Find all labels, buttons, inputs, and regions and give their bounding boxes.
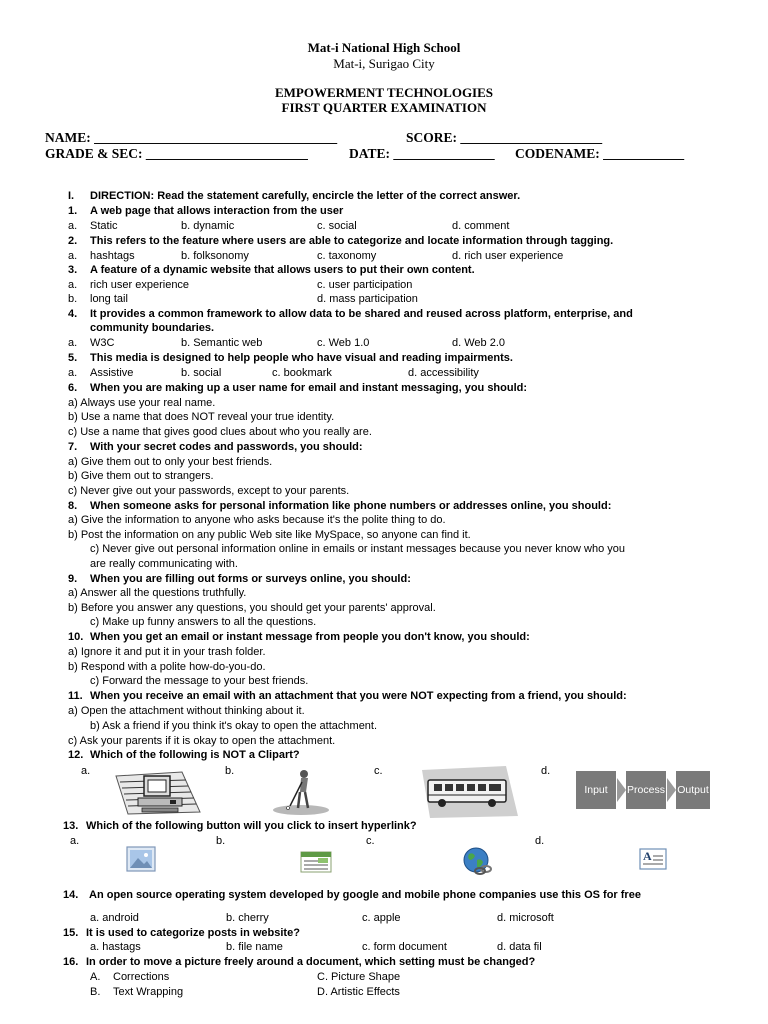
q5-option-c[interactable]: c. bookmark xyxy=(272,367,332,379)
q10-option-a[interactable]: a) Ignore it and put it in your trash folder. xyxy=(68,646,266,658)
text-box-icon[interactable] xyxy=(639,848,667,870)
q4-text: It provides a common framework to allow data to be shared and reused across platform, enterprise, and xyxy=(90,308,633,320)
q15-text: It is used to categorize posts in website? xyxy=(86,927,300,939)
q16-option-b-letter[interactable]: B. xyxy=(90,986,101,998)
q3-option-d[interactable]: d. mass participation xyxy=(317,293,418,305)
date-field[interactable]: DATE: _______________ xyxy=(349,146,495,161)
hyperlink-globe-icon[interactable] xyxy=(461,846,495,876)
q10-option-c[interactable]: c) Forward the message to your best friends. xyxy=(90,675,309,687)
q15-number: 15. xyxy=(63,927,79,939)
q15-option-a[interactable]: a. hastags xyxy=(90,941,141,953)
q2-option-d[interactable]: d. rich user experience xyxy=(452,250,564,262)
q6-number: 6. xyxy=(68,382,78,394)
q12-option-d[interactable]: d. xyxy=(541,765,551,777)
q3-text: A feature of a dynamic website that allows users to put their own content. xyxy=(90,264,475,276)
q13-number: 13. xyxy=(63,820,79,832)
q2-option-b[interactable]: b. folksonomy xyxy=(181,250,249,262)
flow-box-process[interactable]: Process xyxy=(626,771,666,809)
q5-option-a-letter[interactable]: a. xyxy=(68,367,78,379)
q5-option-a[interactable]: Assistive xyxy=(90,367,134,379)
q15-option-b[interactable]: b. file name xyxy=(226,941,283,953)
q16-option-a[interactable]: Corrections xyxy=(113,971,170,983)
q7-number: 7. xyxy=(68,441,78,453)
q1-option-c[interactable]: c. social xyxy=(317,220,357,232)
q6-option-b[interactable]: b) Use a name that does NOT reveal your true identity. xyxy=(68,411,335,423)
grade-section-field[interactable]: GRADE & SEC: ________________________ xyxy=(45,146,308,161)
q13-option-c[interactable]: c. xyxy=(366,835,375,847)
q13-text: Which of the following button will you click to insert hyperlink? xyxy=(86,820,417,832)
direction-number: I. xyxy=(68,190,75,202)
score-field[interactable]: SCORE: _____________________ xyxy=(406,130,603,145)
name-field[interactable]: NAME: ____________________________________ xyxy=(45,130,338,145)
q9-option-a[interactable]: a) Answer all the questions truthfully. xyxy=(68,587,247,599)
q5-number: 5. xyxy=(68,352,78,364)
direction-text: DIRECTION: Read the statement carefully, encircle the letter of the correct answer. xyxy=(90,190,521,202)
q13-option-a[interactable]: a. xyxy=(70,835,80,847)
q7-option-b[interactable]: b) Give them out to strangers. xyxy=(68,470,214,482)
text-box-letter: A xyxy=(643,849,652,863)
q14-option-c[interactable]: c. apple xyxy=(362,912,401,924)
q15-option-d[interactable]: d. data fil xyxy=(497,941,542,953)
q4-option-d[interactable]: d. Web 2.0 xyxy=(452,337,505,349)
golfer-clipart-icon[interactable] xyxy=(268,766,334,816)
bus-clipart-icon[interactable] xyxy=(418,766,518,818)
q4-option-c[interactable]: c. Web 1.0 xyxy=(317,337,370,349)
q1-number: 1. xyxy=(68,205,78,217)
q2-option-c[interactable]: c. taxonomy xyxy=(317,250,377,262)
school-name: Mat-i National High School xyxy=(307,40,461,55)
q1-text: A web page that allows interaction from the user xyxy=(90,205,344,217)
q2-option-a-letter[interactable]: a. xyxy=(68,250,78,262)
q16-option-b[interactable]: Text Wrapping xyxy=(113,986,184,998)
q8-option-c-continued[interactable]: are really communicating with. xyxy=(90,558,238,570)
q15-option-c[interactable]: c. form document xyxy=(362,941,447,953)
school-address: Mat-i, Surigao City xyxy=(333,56,435,71)
q11-number: 11. xyxy=(68,690,83,702)
q3-number: 3. xyxy=(68,264,78,276)
q1-option-a[interactable]: Static xyxy=(90,220,118,232)
q13-option-d[interactable]: d. xyxy=(535,835,545,847)
q4-number: 4. xyxy=(68,308,78,320)
q10-number: 10. xyxy=(68,631,84,643)
q6-text: When you are making up a user name for email and instant messaging, you should: xyxy=(90,382,528,394)
q3-option-b-letter[interactable]: b. xyxy=(68,293,78,305)
q11-option-b[interactable]: b) Ask a friend if you think it's okay to open the attachment. xyxy=(90,720,378,732)
q12-number: 12. xyxy=(68,749,84,761)
q8-option-a[interactable]: a) Give the information to anyone who asks because it's the polite thing to do. xyxy=(68,514,446,526)
q10-option-b[interactable]: b) Respond with a polite how-do-you-do. xyxy=(68,661,266,673)
list-table-icon[interactable] xyxy=(300,850,334,874)
q16-text: In order to move a picture freely around a document, which setting must be changed? xyxy=(86,956,536,968)
q2-option-a[interactable]: hashtags xyxy=(90,250,135,262)
flow-box-input[interactable]: Input xyxy=(576,771,616,809)
q6-option-c[interactable]: c) Use a name that gives good clues about who you really are. xyxy=(68,426,372,438)
q4-option-a[interactable]: W3C xyxy=(90,337,115,349)
q9-text: When you are filling out forms or surveys online, you should: xyxy=(90,573,411,585)
q3-option-b[interactable]: long tail xyxy=(90,293,128,305)
q7-text: With your secret codes and passwords, you should: xyxy=(90,441,363,453)
q8-option-c[interactable]: c) Never give out personal information online in emails or instant messages because you never know who you xyxy=(90,543,626,555)
q4-text-continued: community boundaries. xyxy=(90,322,215,334)
q7-option-a[interactable]: a) Give them out to only your best friends. xyxy=(68,456,273,468)
q14-number: 14. xyxy=(63,889,79,901)
q4-option-a-letter[interactable]: a. xyxy=(68,337,78,349)
exam-title: FIRST QUARTER EXAMINATION xyxy=(281,100,487,115)
q9-option-b[interactable]: b) Before you answer any questions, you should get your parents' approval. xyxy=(68,602,436,614)
q5-text: This media is designed to help people who have visual and reading impairments. xyxy=(90,352,513,364)
q3-option-a-letter[interactable]: a. xyxy=(68,279,78,291)
q14-option-b[interactable]: b. cherry xyxy=(226,912,269,924)
q14-text: An open source operating system developed by google and mobile phone companies use this OS for free xyxy=(89,889,641,901)
q11-option-c[interactable]: c) Ask your parents if it is okay to open the attachment. xyxy=(68,735,336,747)
q1-option-b[interactable]: b. dynamic xyxy=(181,220,235,232)
q8-number: 8. xyxy=(68,500,78,512)
q11-text: When you receive an email with an attachment that you were NOT expecting from a friend, you should: xyxy=(90,690,627,702)
q1-option-a-letter[interactable]: a. xyxy=(68,220,78,232)
q4-option-b[interactable]: b. Semantic web xyxy=(181,337,263,349)
q5-option-b[interactable]: b. social xyxy=(181,367,222,379)
q16-option-c[interactable]: C. Picture Shape xyxy=(317,971,401,983)
q12-text: Which of the following is NOT a Clipart? xyxy=(90,749,300,761)
q8-option-b[interactable]: b) Post the information on any public Web site like MySpace, so anyone can find it. xyxy=(68,529,471,541)
q3-option-c[interactable]: c. user participation xyxy=(317,279,413,291)
q14-option-d[interactable]: d. microsoft xyxy=(497,912,554,924)
flow-arrow-icon xyxy=(667,778,676,802)
q12-option-c[interactable]: c. xyxy=(374,765,383,777)
picture-icon[interactable] xyxy=(126,846,156,872)
q12-option-b[interactable]: b. xyxy=(225,765,235,777)
q2-text: This refers to the feature where users are able to categorize and locate information through tagging. xyxy=(90,235,614,247)
q12-option-a[interactable]: a. xyxy=(81,765,91,777)
flow-box-output[interactable]: Output xyxy=(676,771,710,809)
q13-option-b[interactable]: b. xyxy=(216,835,226,847)
q1-option-d[interactable]: d. comment xyxy=(452,220,510,232)
q2-number: 2. xyxy=(68,235,78,247)
q9-option-c[interactable]: c) Make up funny answers to all the questions. xyxy=(90,616,317,628)
flow-arrow-icon xyxy=(617,778,626,802)
q5-option-d[interactable]: d. accessibility xyxy=(408,367,479,379)
computer-clipart-icon[interactable] xyxy=(108,768,208,818)
q16-option-a-letter[interactable]: A. xyxy=(90,971,101,983)
q7-option-c[interactable]: c) Never give out your passwords, except to your parents. xyxy=(68,485,350,497)
codename-field[interactable]: CODENAME: ____________ xyxy=(515,146,685,161)
q11-option-a[interactable]: a) Open the attachment without thinking about it. xyxy=(68,705,305,717)
subject-title: EMPOWERMENT TECHNOLOGIES xyxy=(274,85,494,100)
q3-option-a[interactable]: rich user experience xyxy=(90,279,190,291)
q9-number: 9. xyxy=(68,573,78,585)
q10-text: When you get an email or instant message from people you don't know, you should: xyxy=(90,631,530,643)
q6-option-a[interactable]: a) Always use your real name. xyxy=(68,397,216,409)
q16-number: 16. xyxy=(63,956,79,968)
q8-text: When someone asks for personal information like phone numbers or addresses online, you should: xyxy=(90,500,612,512)
q16-option-d[interactable]: D. Artistic Effects xyxy=(317,986,400,998)
q14-option-a[interactable]: a. android xyxy=(90,912,139,924)
